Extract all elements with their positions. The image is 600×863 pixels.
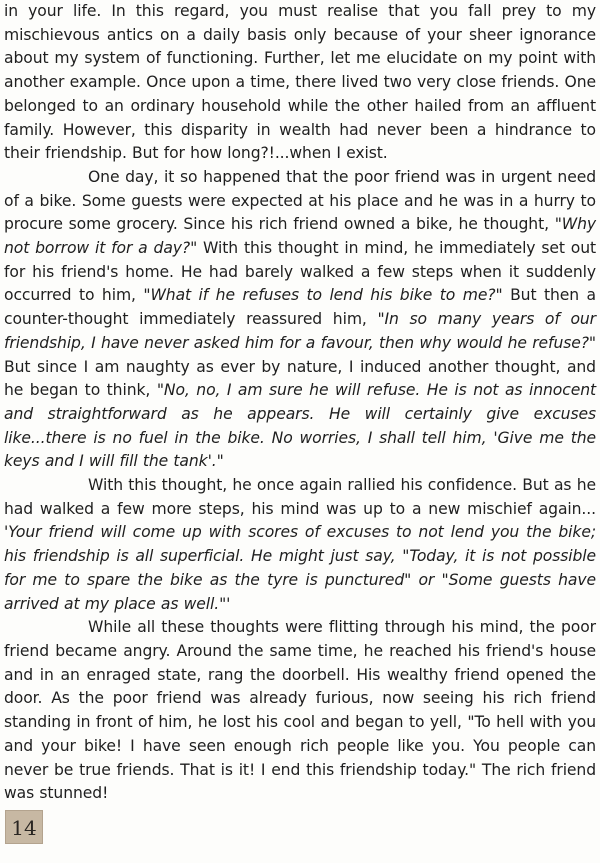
italic-quote: "What if he refuses to lend his bike to me?" [143,286,503,305]
italic-quote: 'Your friend will come up with scores of excuses to not lend you the bike; his friendship is all superficial. He might just say, "Today, it is not possible for me to spare the bike as the tyre is punctured" or "Some guests have arrived at my place as well."' [4,523,596,613]
text-run: With this thought, he once again rallied his confidence. But as he had walked a few more steps, his mind was up to a new mischief again... [4,476,596,518]
paragraph-4 [4,616,596,806]
text-run: One day, it so happened that the poor friend was in urgent need of a bike. Some guests were expected at his place and he was in a hurry to procure some grocery. Since his rich friend owned a bike, he thought, [4,167,596,234]
text-run: While all these thoughts were flitting through his mind, the poor friend became angry. Around the same time, he reached his friend's house and in an enraged state, rang the doorbell. His wealthy friend opened the door. As the poor friend was already furious, now seeing his rich friend standing in front of him, he lost his cool and began to yell, "To hell with you and your bike! I have seen enough rich people like you. You people can never be true friends. That is it! I end this friendship today." The rich friend was stunned! [4,618,596,803]
text-run: With this thought in mind, he immediately set out for his friend's home. He had barely walked a few steps when it suddenly occurred to him, [4,239,596,305]
text-run: But since I am naughty as ever by nature, I induced another thought, and he began to think, [4,357,596,400]
text-run: But then a counter-thought immediately reassured him, [4,286,597,329]
body-text [4,0,596,806]
paragraph-1 [4,0,596,166]
paragraph-2 [4,166,596,474]
italic-quote: "In so many years of our friendship, I have never asked him for a favour, then why would he refuse?" [4,310,596,352]
text-run: in your life. In this regard, you must realise that you fall prey to my mischievous antics on a daily basis only because of your sheer ignorance about my system of functioning. Further, let me elucidate on my point with another example. Once upon a time, there lived two very close friends. One belonged to an ordinary household while the other hailed from an affluent family. However, this disparity in wealth had never been a hindrance to their friendship. But for how long?!...when I exist. [4,2,596,163]
paragraph-3 [4,474,596,616]
italic-quote: "Why not borrow it for a day?" [4,215,596,258]
page-number: 14 [5,810,43,844]
italic-quote: "No, no, I am sure he will refuse. He is not as innocent and straightforward as he appears. He will certainly give excuses like...there is no fuel in the bike. No worries, I shall tell him, 'Give me the keys and I will fill the tank'." [4,381,596,471]
